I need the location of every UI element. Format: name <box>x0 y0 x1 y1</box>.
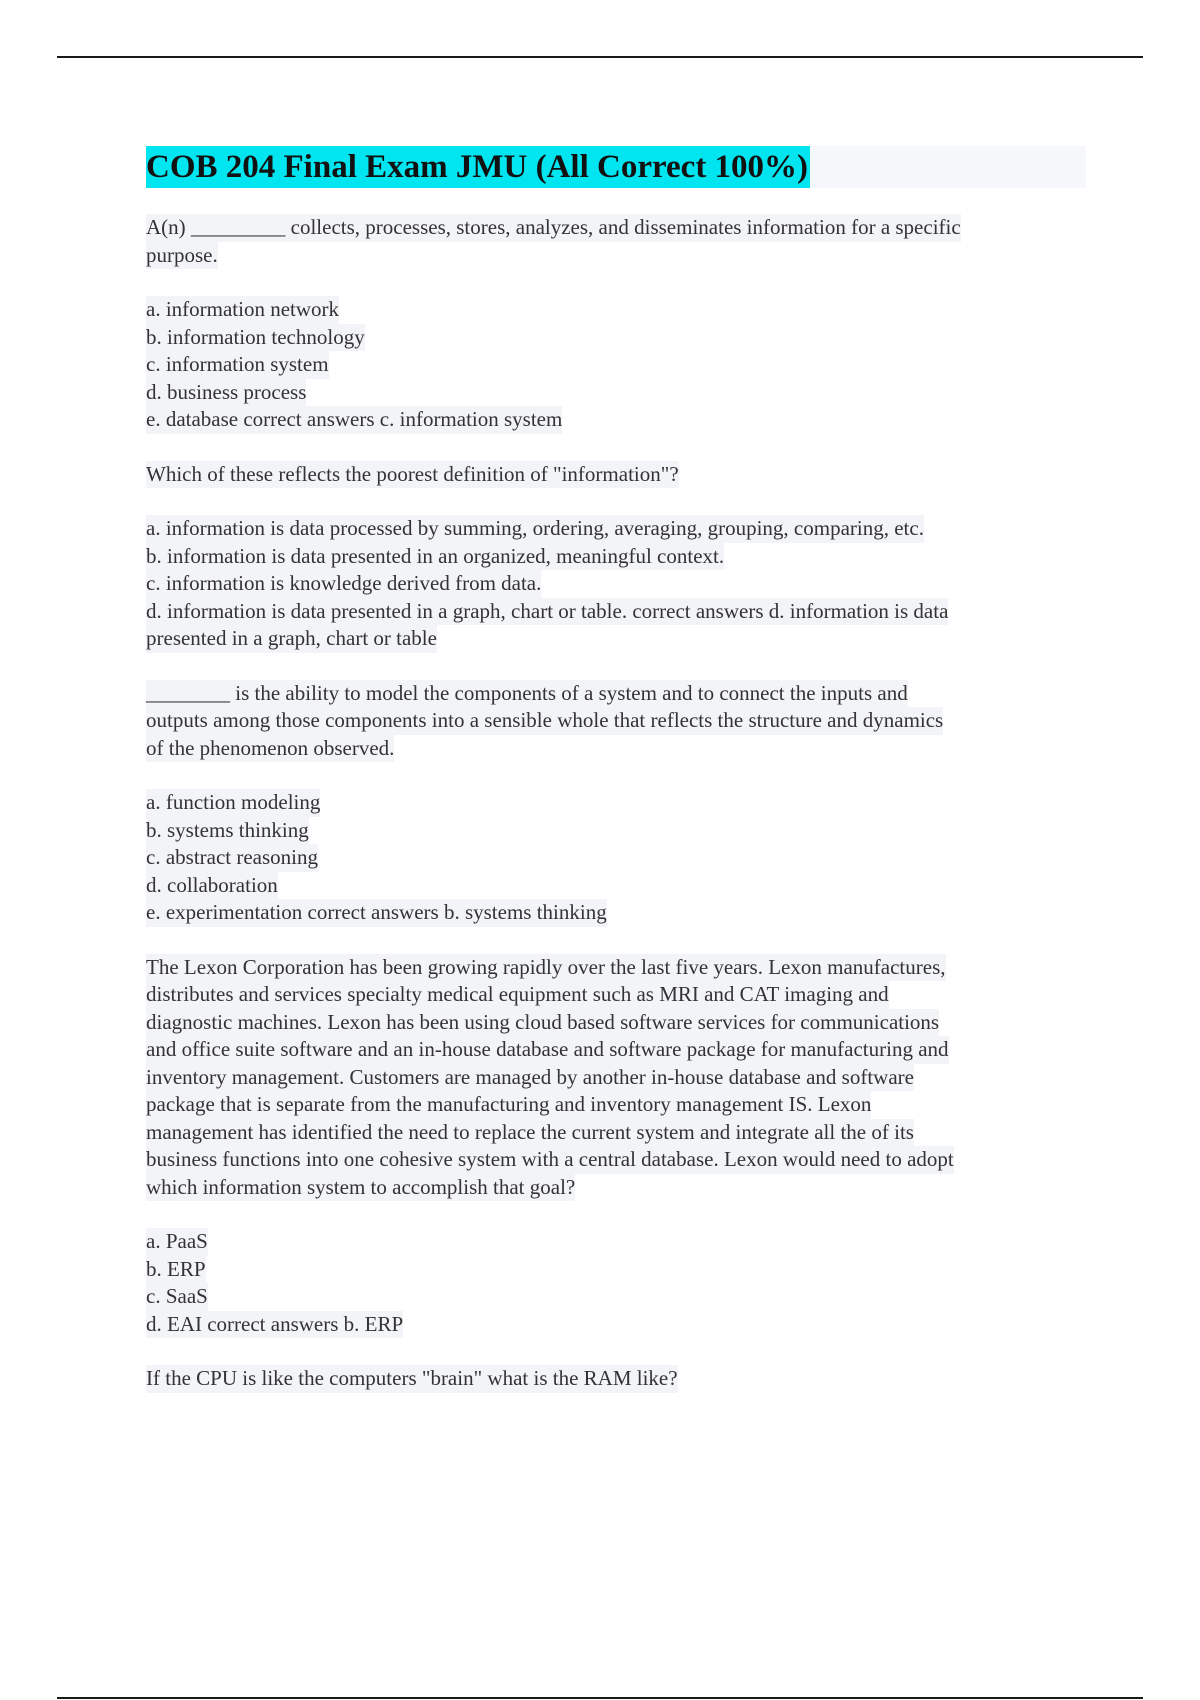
answer-option-line: d. information is data presented in a graph, chart or table. correct answers d. information is data <box>146 598 948 626</box>
answer-option-line: d. collaboration <box>146 872 278 900</box>
answer-option-line: b. information is data presented in an organized, meaningful context. <box>146 543 724 571</box>
question-stem <box>146 1365 1086 1393</box>
question-text-line: of the phenomenon observed. <box>146 735 394 763</box>
answer-option-line: c. SaaS <box>146 1283 208 1311</box>
question-stem <box>146 461 1086 489</box>
answer-options <box>146 1228 1086 1338</box>
answer-option-line: a. function modeling <box>146 789 320 817</box>
answer-option-line: e. experimentation correct answers b. systems thinking <box>146 899 607 927</box>
document-title: COB 204 Final Exam JMU (All Correct 100%) <box>146 146 810 188</box>
question-stem <box>146 680 1086 763</box>
question-text-line: ________ is the ability to model the components of a system and to connect the inputs and <box>146 680 908 708</box>
question-text-line: distributes and services specialty medical equipment such as MRI and CAT imaging and <box>146 981 889 1009</box>
question-list <box>146 214 1086 1393</box>
top-rule <box>57 56 1143 58</box>
question-text-line: which information system to accomplish that goal? <box>146 1174 575 1202</box>
question-text-line: management has identified the need to replace the current system and integrate all the of its <box>146 1119 914 1147</box>
bottom-rule <box>57 1697 1143 1699</box>
question-text-line: Which of these reflects the poorest definition of "information"? <box>146 461 679 489</box>
answer-option-line: e. database correct answers c. information system <box>146 406 562 434</box>
question-text-line: The Lexon Corporation has been growing rapidly over the last five years. Lexon manufactures, <box>146 954 946 982</box>
answer-option-line: c. information system <box>146 351 329 379</box>
answer-option-line: b. systems thinking <box>146 817 309 845</box>
answer-option-line: presented in a graph, chart or table <box>146 625 437 653</box>
question-text-line: and office suite software and an in-house database and software package for manufacturing and <box>146 1036 949 1064</box>
question-text-line: business functions into one cohesive system with a central database. Lexon would need to adopt <box>146 1146 954 1174</box>
answer-option-line: d. business process <box>146 379 306 407</box>
answer-options <box>146 515 1086 653</box>
answer-option-line: b. information technology <box>146 324 365 352</box>
question-text-line: purpose. <box>146 242 218 270</box>
answer-options <box>146 296 1086 434</box>
answer-option-line: b. ERP <box>146 1256 206 1284</box>
title-bar <box>146 146 1086 188</box>
document-body <box>146 146 1086 1420</box>
answer-option-line: c. abstract reasoning <box>146 844 318 872</box>
question-text-line: A(n) _________ collects, processes, stores, analyzes, and disseminates information for a specific <box>146 214 961 242</box>
question-text-line: outputs among those components into a sensible whole that reflects the structure and dynamics <box>146 707 943 735</box>
question-text-line: diagnostic machines. Lexon has been using cloud based software services for communications <box>146 1009 939 1037</box>
answer-options <box>146 789 1086 927</box>
question-stem <box>146 214 1086 269</box>
answer-option-line: c. information is knowledge derived from data. <box>146 570 541 598</box>
answer-option-line: d. EAI correct answers b. ERP <box>146 1311 403 1339</box>
question-text-line: package that is separate from the manufacturing and inventory management IS. Lexon <box>146 1091 871 1119</box>
question-text-line: If the CPU is like the computers "brain" what is the RAM like? <box>146 1365 678 1393</box>
answer-option-line: a. information network <box>146 296 339 324</box>
answer-option-line: a. information is data processed by summing, ordering, averaging, grouping, comparing, etc. <box>146 515 924 543</box>
question-stem <box>146 954 1086 1202</box>
answer-option-line: a. PaaS <box>146 1228 208 1256</box>
question-text-line: inventory management. Customers are managed by another in-house database and software <box>146 1064 914 1092</box>
